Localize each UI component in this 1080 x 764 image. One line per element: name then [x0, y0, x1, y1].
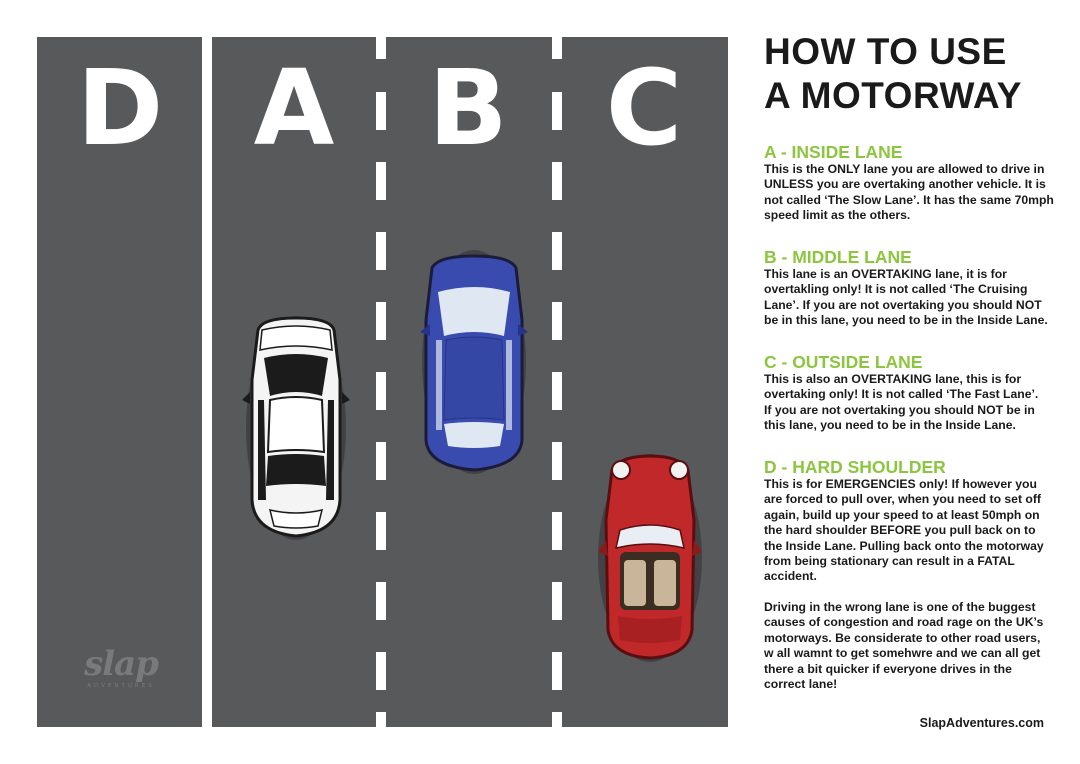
body-line: there a bit quicker if everyone drives in the — [764, 661, 1012, 676]
blue-car-icon — [420, 250, 528, 474]
body-line: the Inside Lane. Pulling back onto the motorway — [764, 538, 1044, 553]
closing-paragraph — [764, 600, 1054, 692]
lane-label-b: B — [428, 47, 508, 169]
section-middle-lane — [764, 247, 1054, 329]
section-heading: B - MIDDLE LANE — [764, 247, 912, 267]
body-line: be in this lane, you need to be in the Inside Lane. — [764, 313, 1048, 328]
body-line: This is the ONLY lane you are allowed to drive in — [764, 162, 1045, 176]
page-title — [764, 30, 1064, 118]
body-line: not called ‘The Slow Lane’. It has the same 70mph — [764, 192, 1054, 207]
body-line: If you are not overtaking you should NOT be in — [764, 402, 1035, 417]
body-line: motorways. Be considerate to other road users, — [764, 630, 1041, 645]
lane-label-d: D — [76, 47, 164, 169]
body-line: speed limit as the others. — [764, 208, 911, 223]
section-body — [764, 267, 1054, 329]
body-line: this lane, you need to be in the Inside Lane. — [764, 418, 1016, 433]
section-body — [764, 372, 1054, 434]
body-line: correct lane! — [764, 677, 838, 692]
body-line: This is for EMERGENCIES only! If however you — [764, 477, 1037, 491]
section-body — [764, 477, 1054, 585]
title-line-1: HOW TO USE — [764, 31, 1007, 72]
logo-subtitle: ADVENTURES — [87, 683, 155, 689]
section-heading: C - OUTSIDE LANE — [764, 352, 923, 372]
body-line: accident. — [764, 569, 817, 584]
body-line: w all wamnt to get somehwre and we can all get — [764, 646, 1041, 661]
lane-label-c: C — [605, 47, 683, 169]
logo-wordmark: slap — [84, 644, 158, 684]
section-outside-lane — [764, 352, 1054, 434]
body-line: are forced to pull over, when you need to set off — [764, 492, 1041, 507]
section-heading: A - INSIDE LANE — [764, 142, 903, 162]
white-car-icon — [242, 316, 350, 540]
body-line: UNLESS you are overtaking another vehicle. It is — [764, 177, 1046, 192]
body-line: Driving in the wrong lane is one of the buggest — [764, 600, 1036, 614]
body-line: overtakling only! It is not called ‘The Cruising — [764, 282, 1028, 297]
body-line: from being stationary can result in a FATAL — [764, 554, 1015, 569]
body-line: overtaking only! It is not called ‘The Fast Lane’. — [764, 387, 1039, 402]
body-line: causes of congestion and road rage on the UK’s — [764, 615, 1044, 630]
slap-adventures-logo — [72, 644, 170, 689]
section-hard-shoulder — [764, 457, 1054, 585]
section-inside-lane — [764, 142, 1054, 224]
website-url: SlapAdventures.com — [919, 716, 1044, 730]
title-line-2: A MOTORWAY — [764, 75, 1022, 116]
red-convertible-car-icon — [598, 454, 702, 662]
section-body — [764, 162, 1054, 224]
section-heading: D - HARD SHOULDER — [764, 457, 946, 477]
solid-edge-line — [202, 37, 212, 727]
body-line: the hard shoulder BEFORE you pull back on to — [764, 523, 1036, 538]
body-line: This is also an OVERTAKING lane, this is for — [764, 372, 1022, 386]
body-line: again, build up your speed to at least 50mph on — [764, 507, 1040, 522]
body-line: This lane is an OVERTAKING lane, it is for — [764, 267, 1007, 281]
body-line: Lane’. If you are not overtaking you should NOT — [764, 297, 1042, 312]
lane-label-a: A — [253, 47, 335, 169]
